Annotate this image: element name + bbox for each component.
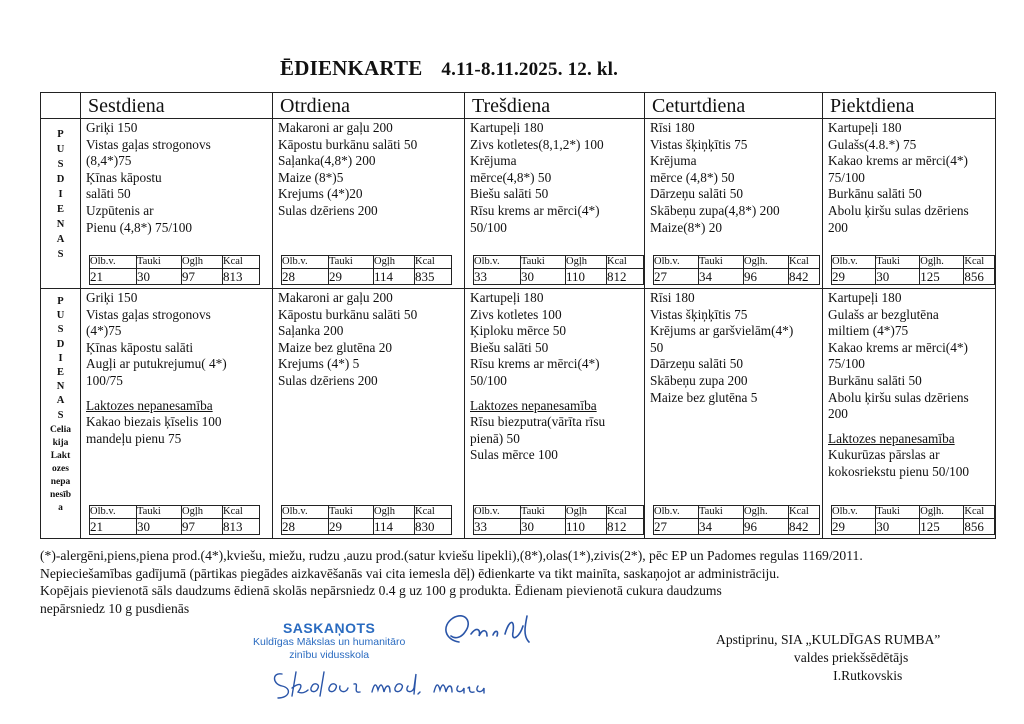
- nutrition-labels-row: [282, 506, 452, 519]
- menu-item: Vistas šķiņķītis 75: [650, 136, 748, 152]
- side-label-letter: E: [56, 204, 64, 215]
- nutrition-value: 30: [137, 269, 182, 285]
- nutrition-value: 110: [566, 519, 607, 535]
- nutrition-labels-row: [832, 506, 995, 519]
- menu-item: Abolu ķiršu sulas dzēriens: [828, 202, 969, 218]
- nutrition-value: 856: [964, 519, 995, 535]
- nutrition-label: Ogļh.: [744, 256, 789, 269]
- nutrition-value: 30: [876, 519, 920, 535]
- lactose-intolerance-heading: Laktozes nepanesamība: [86, 397, 213, 413]
- menu-item: Makaroni ar gaļu 200: [278, 290, 393, 305]
- nutrition-value: 114: [374, 519, 415, 535]
- menu-item: Ķīnas kāpostu salāti: [86, 339, 194, 355]
- nutrition-value: 125: [920, 269, 964, 285]
- footer-notes: [40, 547, 863, 617]
- side-label-letter: S: [57, 159, 64, 170]
- side-label-letter: S: [57, 324, 64, 336]
- nutrition-labels-row: [654, 256, 820, 269]
- nutrition-label: Kcal: [223, 256, 260, 269]
- nutrition-value: 34: [699, 519, 744, 535]
- day-header: Sestdiena: [81, 93, 273, 119]
- menu-item: Biešu salāti 50: [470, 186, 549, 202]
- nutrition-value: 33: [474, 519, 521, 535]
- day-header: Otrdiena: [273, 93, 465, 119]
- menu-item: Zivs kotletes 100: [470, 306, 562, 322]
- side-label-letter: I: [58, 189, 63, 200]
- nutrition-value: 27: [654, 269, 699, 285]
- nutrition-value: 21: [90, 519, 137, 535]
- menu-item: Kartupeļi 180: [470, 290, 544, 305]
- nutrition-label: Olb.v.: [832, 256, 876, 269]
- nutrition-table: [473, 255, 644, 285]
- menu-item: Biešu salāti 50: [470, 339, 549, 355]
- menu-item: Rīsu krems ar mērci(4*): [470, 356, 600, 372]
- menu-item: Augļi ar putukrejumu( 4*): [86, 356, 227, 372]
- menu-item: Krejums (4*)20: [278, 186, 363, 202]
- nutrition-label: Ogļh: [374, 256, 415, 269]
- nutrition-value: 34: [699, 269, 744, 285]
- menu-item: miltiem (4*)75: [828, 323, 909, 339]
- menu-item: Kāpostu burkānu salāti 50: [278, 306, 418, 322]
- side-label-letter: S: [57, 249, 64, 260]
- nutrition-values-row: [282, 269, 452, 285]
- stamp-school-line2: zinību vidusskola: [289, 649, 370, 661]
- side-label-letter: D: [56, 174, 65, 185]
- side-label-letter: I: [58, 352, 63, 364]
- nutrition-label: Tauki: [137, 506, 182, 519]
- nutrition-value: 33: [474, 269, 521, 285]
- nutrition-label: Ogļh.: [920, 506, 964, 519]
- nutrition-value: 830: [415, 519, 452, 535]
- nutrition-table: [281, 505, 452, 535]
- approval-block: [716, 631, 940, 685]
- row-label-lunch: [41, 119, 81, 289]
- nutrition-labels-row: [832, 256, 995, 269]
- menu-item: salāti 50: [86, 186, 131, 202]
- menu-item: mērce (4,8*) 50: [650, 169, 735, 185]
- nutrition-label: Kcal: [964, 256, 995, 269]
- nutrition-label: Olb.v.: [654, 506, 699, 519]
- nutrition-label: Tauki: [329, 256, 374, 269]
- lactose-menu-item: Rīsu biezputra(vārīta rīsu: [470, 414, 606, 430]
- menu-item: 200: [828, 406, 848, 422]
- nutrition-table: [89, 505, 260, 535]
- nutrition-label: Ogļh: [182, 256, 223, 269]
- nutrition-labels-row: [474, 506, 644, 519]
- nutrition-value: 125: [920, 519, 964, 535]
- day-header: Piektdiena: [823, 93, 996, 119]
- nutrition-value: 812: [607, 269, 644, 285]
- nutrition-label: Kcal: [607, 506, 644, 519]
- menu-item: Kāpostu burkānu salāti 50: [278, 136, 418, 152]
- nutrition-value: 856: [964, 269, 995, 285]
- menu-items: [273, 289, 464, 390]
- menu-items: [465, 289, 644, 464]
- nutrition-labels-row: [654, 506, 820, 519]
- nutrition-value: 842: [789, 269, 820, 285]
- side-label-diet-text: a: [58, 502, 63, 513]
- side-label-letter: E: [56, 367, 64, 379]
- menu-item: Vistas šķiņķītis 75: [650, 306, 748, 322]
- side-label-diet-text: ozes: [52, 463, 69, 474]
- menu-cell: [465, 289, 645, 539]
- menu-item: Sulas dzēriens 200: [278, 372, 378, 388]
- menu-item: Krējuma: [650, 153, 697, 169]
- menu-item: Maize bez glutēna 5: [650, 389, 758, 405]
- side-label-diet-text: nesīb: [49, 489, 72, 500]
- nutrition-label: Tauki: [137, 256, 182, 269]
- change-note: Nepieciešamības gadījumā (pārtikas piegādes aizkavēšanās vai cita iemesla dēļ) ēdienkarte va tikt mainīta, saskaņojot ar administrāciju.: [40, 565, 780, 581]
- signature-image: [437, 608, 547, 654]
- menu-item: 50/100: [470, 372, 507, 388]
- nutrition-value: 29: [329, 519, 374, 535]
- nutrition-table: [473, 505, 644, 535]
- menu-cell: [81, 119, 273, 289]
- nutrition-table: [653, 255, 820, 285]
- corner-cell: [41, 93, 81, 119]
- nutrition-table: [89, 255, 260, 285]
- menu-item: Griķi 150: [86, 290, 138, 305]
- nutrition-label: Kcal: [964, 506, 995, 519]
- nutrition-label: Olb.v.: [282, 506, 329, 519]
- menu-item: Rīsi 180: [650, 120, 695, 135]
- side-label-letter: D: [56, 338, 65, 350]
- menu-item: mērce(4,8*) 50: [470, 169, 552, 185]
- lunch-row: [41, 119, 996, 289]
- nutrition-label: Tauki: [876, 506, 920, 519]
- nutrition-label: Kcal: [415, 256, 452, 269]
- nutrition-label: Olb.v.: [474, 256, 521, 269]
- side-label-letter: P: [57, 296, 64, 307]
- nutrition-value: 28: [282, 269, 329, 285]
- nutrition-value: 96: [744, 269, 789, 285]
- nutrition-label: Tauki: [699, 256, 744, 269]
- menu-cell: [823, 289, 996, 539]
- nutrition-value: 21: [90, 269, 137, 285]
- nutrition-label: Tauki: [699, 506, 744, 519]
- menu-items: [465, 119, 644, 236]
- menu-items: [645, 289, 822, 406]
- menu-item: (8,4*)75: [86, 153, 132, 169]
- nutrition-value: 110: [566, 269, 607, 285]
- nutrition-values-row: [832, 269, 995, 285]
- menu-items: [81, 119, 272, 236]
- nutrition-values-row: [654, 519, 820, 535]
- menu-item: Maize(8*) 20: [650, 219, 722, 235]
- lactose-menu-item: Kukurūzas pārslas ar: [828, 447, 940, 463]
- nutrition-table: [831, 505, 995, 535]
- menu-item: Skābeņu zupa(4,8*) 200: [650, 202, 780, 218]
- menu-item: Sulas dzēriens 200: [278, 202, 378, 218]
- day-header-row: [41, 93, 996, 119]
- nutrition-label: Ogļh.: [744, 506, 789, 519]
- nutrition-label: Tauki: [521, 506, 566, 519]
- menu-item: Kartupeļi 180: [470, 120, 544, 135]
- menu-item: Kartupeļi 180: [828, 290, 902, 305]
- nutrition-value: 30: [521, 269, 566, 285]
- menu-item: Gulašs ar bezglutēna: [828, 306, 939, 322]
- nutrition-value: 97: [182, 269, 223, 285]
- side-label-letter: A: [56, 234, 65, 245]
- salt-note: Kopējais pievienotā sāls daudzums ēdienā skolās nepārsniedz 0.4 g uz 100 g produkta. Ēdienam pievienotā cukura daudzums: [40, 583, 722, 598]
- menu-item: Rīsu krems ar mērci(4*): [470, 202, 600, 218]
- row-label-special: [41, 289, 81, 539]
- menu-item: Vistas gaļas strogonovs: [86, 136, 211, 152]
- menu-items: [823, 289, 995, 481]
- nutrition-label: Olb.v.: [90, 506, 137, 519]
- day-header: Trešdiena: [465, 93, 645, 119]
- menu-items: [273, 119, 464, 220]
- side-label-letter: S: [57, 409, 64, 421]
- lactose-menu-item: Kakao biezais ķīselis 100: [86, 414, 222, 430]
- nutrition-label: Kcal: [415, 506, 452, 519]
- menu-item: Maize (8*)5: [278, 169, 344, 185]
- menu-item: 50: [650, 339, 664, 355]
- page-title: [280, 56, 618, 81]
- menu-item: Rīsi 180: [650, 290, 695, 305]
- nutrition-values-row: [474, 269, 644, 285]
- menu-item: 200: [828, 219, 848, 235]
- menu-items: [823, 119, 995, 236]
- nutrition-label: Ogļh: [182, 506, 223, 519]
- nutrition-label: Kcal: [607, 256, 644, 269]
- nutrition-value: 28: [282, 519, 329, 535]
- nutrition-labels-row: [282, 256, 452, 269]
- nutrition-label: Olb.v.: [474, 506, 521, 519]
- nutrition-labels-row: [90, 256, 260, 269]
- nutrition-label: Kcal: [789, 256, 820, 269]
- nutrition-values-row: [90, 519, 260, 535]
- sugar-note: nepārsniedz 10 g pusdienās: [40, 600, 190, 616]
- nutrition-values-row: [90, 269, 260, 285]
- menu-item: Skābeņu zupa 200: [650, 372, 748, 388]
- menu-item: Vistas gaļas strogonovs: [86, 306, 211, 322]
- lactose-menu-item: pienā) 50: [470, 430, 520, 446]
- nutrition-value: 114: [374, 269, 415, 285]
- nutrition-label: Ogļh: [566, 256, 607, 269]
- nutrition-label: Olb.v.: [90, 256, 137, 269]
- approval-line1: Apstiprinu, SIA „KULDĪGAS RUMBA”: [716, 632, 941, 647]
- menu-item: Kakao krems ar mērci(4*): [828, 153, 968, 169]
- side-label-letter: N: [56, 219, 65, 230]
- menu-item: Krejums (4*) 5: [278, 356, 360, 372]
- menu-item: Ķīnas kāpostu: [86, 169, 162, 185]
- menu-cell: [823, 119, 996, 289]
- menu-item: Makaroni ar gaļu 200: [278, 120, 393, 135]
- nutrition-value: 27: [654, 519, 699, 535]
- side-label-diet-text: Celia: [49, 424, 72, 435]
- side-label-letter: A: [56, 395, 65, 407]
- nutrition-value: 842: [789, 519, 820, 535]
- nutrition-labels-row: [90, 506, 260, 519]
- menu-item: Kartupeļi 180: [828, 120, 902, 135]
- nutrition-value: 835: [415, 269, 452, 285]
- menu-item: 50/100: [470, 219, 507, 235]
- nutrition-value: 29: [329, 269, 374, 285]
- nutrition-value: 813: [223, 269, 260, 285]
- menu-item: 75/100: [828, 356, 865, 372]
- nutrition-label: Ogļh: [374, 506, 415, 519]
- side-label-diet-text: nepa: [50, 476, 71, 487]
- nutrition-value: 96: [744, 519, 789, 535]
- handwritten-note-image: [268, 662, 488, 704]
- nutrition-label: Kcal: [789, 506, 820, 519]
- nutrition-values-row: [282, 519, 452, 535]
- nutrition-label: Kcal: [223, 506, 260, 519]
- menu-item: Dārzeņu salāti 50: [650, 186, 744, 202]
- stamp-school-line1: Kuldīgas Mākslas un humanitāro: [253, 636, 406, 648]
- menu-item: Uzpūtenis ar: [86, 202, 154, 218]
- menu-item: 100/75: [86, 372, 123, 388]
- side-label-letter: P: [57, 129, 64, 140]
- menu-item: Griķi 150: [86, 120, 138, 135]
- nutrition-values-row: [654, 269, 820, 285]
- menu-item: Burkānu salāti 50: [828, 186, 922, 202]
- nutrition-label: Olb.v.: [282, 256, 329, 269]
- menu-item: Krējums ar garšvielām(4*): [650, 323, 794, 339]
- menu-cell: [465, 119, 645, 289]
- allergen-note: (*)-alergēni,piens,piena prod.(4*),kviešu, miežu, rudzu ,auzu prod.(satur kviešu lipekli),(8*),olas(1*),zivis(2*), pēc EP un Padomes regulas 1169/2011.: [40, 548, 863, 563]
- menu-item: Krējuma: [470, 153, 517, 169]
- nutrition-value: 30: [137, 519, 182, 535]
- nutrition-label: Tauki: [521, 256, 566, 269]
- nutrition-table: [281, 255, 452, 285]
- menu-item: (4*)75: [86, 323, 122, 339]
- nutrition-value: 97: [182, 519, 223, 535]
- approval-signer: I.Rutkovskis: [833, 668, 903, 683]
- nutrition-labels-row: [474, 256, 644, 269]
- nutrition-label: Tauki: [329, 506, 374, 519]
- nutrition-values-row: [832, 519, 995, 535]
- nutrition-values-row: [474, 519, 644, 535]
- menu-item: Dārzeņu salāti 50: [650, 356, 744, 372]
- stamp-title: SASKAŅOTS: [282, 620, 376, 636]
- menu-item: Ķiploku mērce 50: [470, 323, 567, 339]
- menu-items: [81, 289, 272, 447]
- menu-item: Abolu ķiršu sulas dzēriens: [828, 389, 969, 405]
- menu-cell: [645, 289, 823, 539]
- title-dates: 4.11-8.11.2025. 12. kl.: [441, 59, 619, 80]
- side-label-letter: U: [56, 310, 65, 322]
- nutrition-value: 30: [521, 519, 566, 535]
- nutrition-value: 813: [223, 519, 260, 535]
- lactose-intolerance-heading: Laktozes nepanesamība: [828, 430, 955, 446]
- lactose-intolerance-heading: Laktozes nepanesamība: [470, 397, 597, 413]
- nutrition-label: Ogļh: [566, 506, 607, 519]
- menu-item: Kakao krems ar mērci(4*): [828, 339, 968, 355]
- menu-item: Zivs kotletes(8,1,2*) 100: [470, 136, 604, 152]
- side-label-diet-text: Lakt: [50, 450, 71, 461]
- side-label-letter: N: [56, 381, 65, 393]
- nutrition-label: Olb.v.: [832, 506, 876, 519]
- menu-item: 75/100: [828, 169, 865, 185]
- special-diet-row: [41, 289, 996, 539]
- menu-items: [645, 119, 822, 236]
- nutrition-value: 29: [832, 269, 876, 285]
- menu-cell: [273, 119, 465, 289]
- menu-table: [40, 92, 996, 539]
- lactose-menu-item: mandeļu pienu 75: [86, 430, 182, 446]
- menu-cell: [645, 119, 823, 289]
- nutrition-value: 29: [832, 519, 876, 535]
- menu-item: Saļanka(4,8*) 200: [278, 153, 376, 169]
- side-label-letter: U: [56, 144, 65, 155]
- menu-item: Pienu (4,8*) 75/100: [86, 219, 192, 235]
- nutrition-value: 812: [607, 519, 644, 535]
- menu-item: Saļanka 200: [278, 323, 344, 339]
- nutrition-table: [653, 505, 820, 535]
- title-main: ĒDIENKARTE: [280, 56, 423, 80]
- menu-item: Burkānu salāti 50: [828, 372, 922, 388]
- lactose-menu-item: Sulas mērce 100: [470, 447, 558, 463]
- menu-cell: [273, 289, 465, 539]
- day-header: Ceturtdiena: [645, 93, 823, 119]
- menu-item: Maize bez glutēna 20: [278, 339, 393, 355]
- approval-line2: valdes priekšsēdētājs: [793, 650, 909, 665]
- nutrition-value: 30: [876, 269, 920, 285]
- nutrition-label: Ogļh.: [920, 256, 964, 269]
- lactose-menu-item: kokosriekstu pienu 50/100: [828, 463, 970, 479]
- menu-item: Gulašs(4.8.*) 75: [828, 136, 917, 152]
- nutrition-table: [831, 255, 995, 285]
- side-label-diet-text: kija: [52, 437, 69, 448]
- nutrition-label: Olb.v.: [654, 256, 699, 269]
- approval-stamp: [253, 620, 405, 662]
- menu-cell: [81, 289, 273, 539]
- nutrition-label: Tauki: [876, 256, 920, 269]
